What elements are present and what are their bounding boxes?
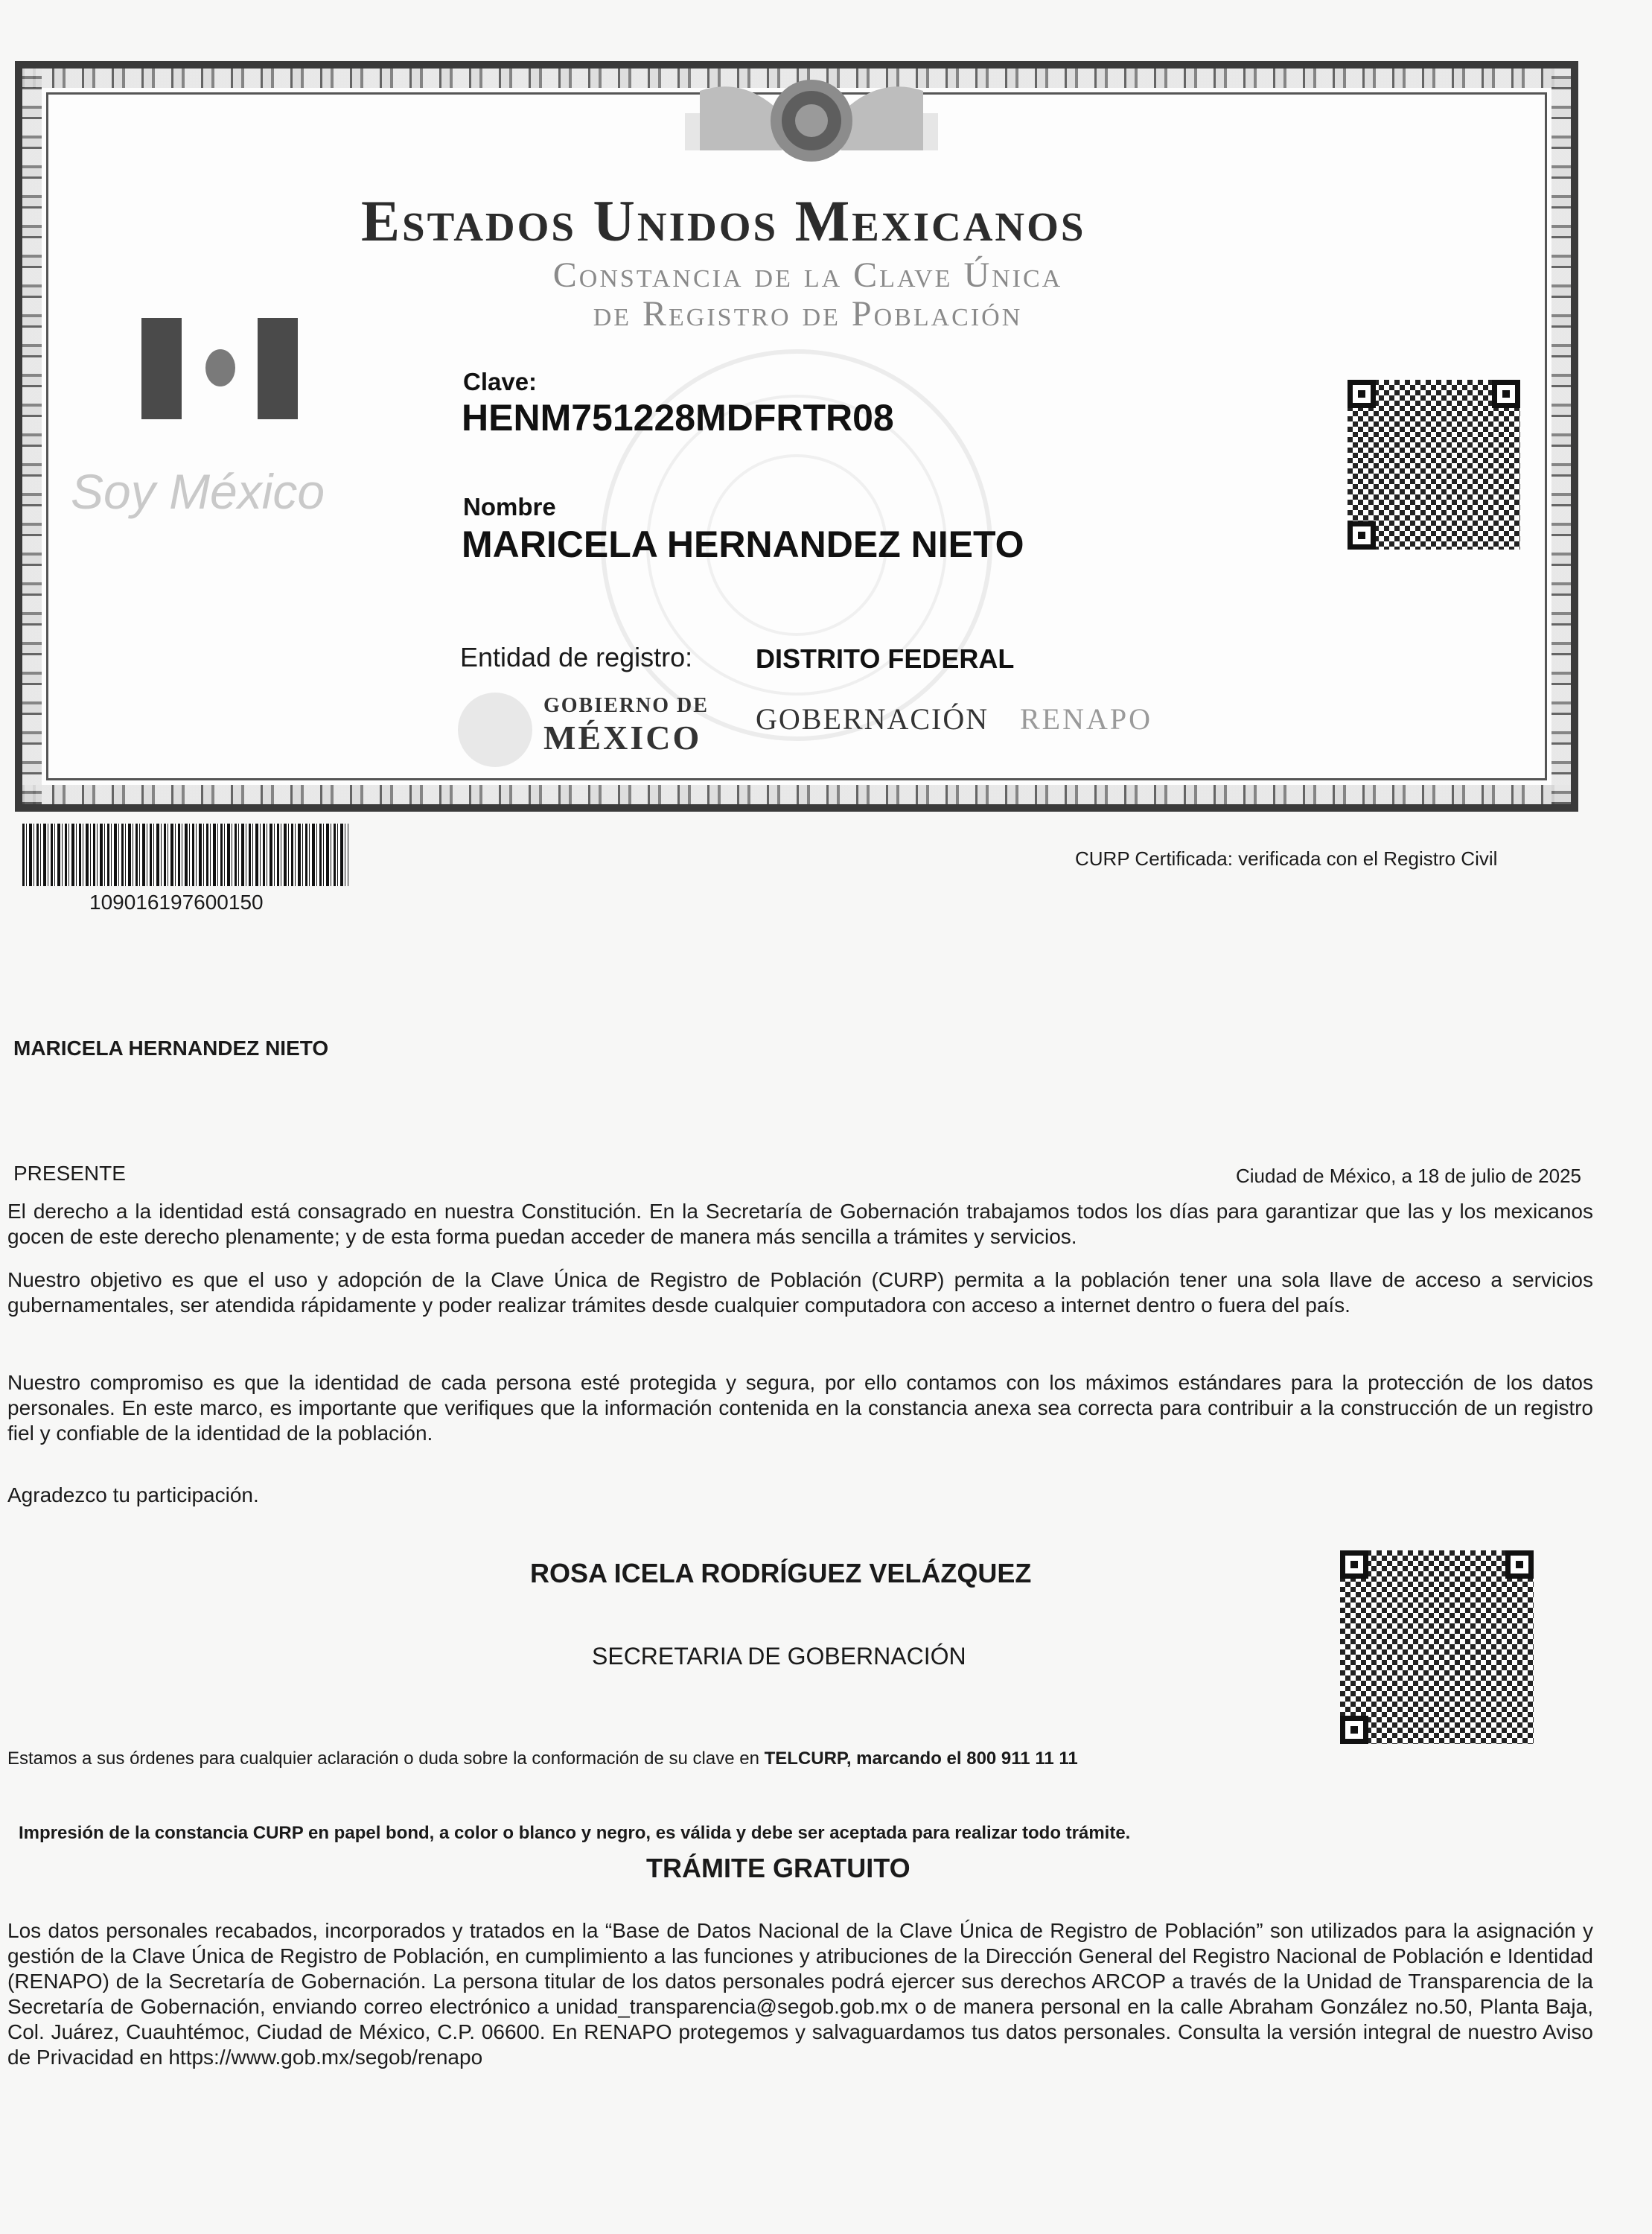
barcode [22, 824, 348, 886]
telcurp-text: Estamos a sus órdenes para cualquier aclaración o duda sobre la conformación de su clave en [7, 1748, 765, 1769]
logo-gobierno-line1: GOBIERNO DE [543, 694, 709, 717]
nombre-value: MARICELA HERNANDEZ NIETO [462, 524, 1024, 565]
gobierno-seal-icon [458, 693, 532, 767]
validity-note: Impresión de la constancia CURP en papel bond, a color o blanco y negro, es válida y debe ser aceptada para realizar todo trámite. [19, 1823, 1131, 1843]
letter-qr-code [1340, 1550, 1534, 1744]
document-title-line2: de Registro de Población [593, 294, 1023, 334]
nombre-label: Nombre [463, 493, 556, 521]
logo-renapo: RENAPO [1020, 702, 1153, 736]
document-title-line1: Constancia de la Clave Única [552, 255, 1063, 295]
privacy-notice: Los datos personales recabados, incorporados y tratados en la “Base de Datos Nacional de la Clave Única de Registro de Población” son utilizados para la asignación y gestión de la Clave Única de Registro de Población, en cumplimiento a las funciones y atribuciones de la Dirección General del Registro Nacional de Población e Identidad (RENAPO) de la Secretaría de Gobernación. La persona titular de los datos personales podrá ejercer sus derechos ARCOP a través de la Unidad de Transparencia de la Secretaría de Gobernación, enviando correo electrónico a unidad_transparencia@segob.gob.mx o de manera personal en la calle Abraham González no.50, Planta Baja, Col. Juárez, Cuauhtémoc, Ciudad de México, C.P. 06600. En RENAPO protegemos y salvaguardamos tus datos personales. Consulta la versión integral de nuestro Aviso de Privacidad en https://www.gob.mx/segob/renapo [7, 1919, 1593, 2069]
border-pattern-right [1551, 69, 1571, 804]
logo-gobierno-line2: MÉXICO [543, 719, 702, 757]
telcurp-line [7, 1748, 1078, 1769]
border-pattern-bottom [22, 785, 1571, 804]
mexico-flag [141, 318, 298, 419]
entidad-value: DISTRITO FEDERAL [756, 643, 1015, 674]
curp-value: HENM751228MDFRTR08 [462, 397, 894, 439]
paragraph-1: El derecho a la identidad está consagrado en nuestra Constitución. En la Secretaría de Gobernación trabajamos todos los días para garantizar que las y los mexicanos gocen de este derecho plenamente; y de esta forma puedan acceder de manera más sencilla a trámites y servicios. [7, 1200, 1593, 1248]
paragraph-2: Nuestro objetivo es que el uso y adopción de la Clave Única de Registro de Población (CURP) permita a la población tener una sola llave de acceso a servicios gubernamentales, ser atendida rápidamente y poder realizar trámites desde cualquier computadora con acceso a internet dentro o fuera del país. [7, 1268, 1593, 1317]
entidad-label: Entidad de registro: [460, 642, 693, 672]
barcode-number: 109016197600150 [89, 891, 264, 914]
presente-label: PRESENTE [13, 1162, 126, 1185]
free-notice: TRÁMITE GRATUITO [646, 1853, 910, 1883]
paragraph-4: Agradezco tu participación. [7, 1483, 259, 1506]
place-date: Ciudad de México, a 18 de julio de 2025 [1236, 1165, 1581, 1187]
card-qr-code [1348, 380, 1520, 550]
border-pattern-left [22, 69, 42, 804]
coat-of-arms-emblem-icon [655, 69, 968, 180]
signer-name: ROSA ICELA RODRÍGUEZ VELÁZQUEZ [530, 1558, 1032, 1588]
curp-certificate-card [15, 61, 1578, 812]
clave-label: Clave: [463, 368, 538, 395]
soy-mexico-brand: Soy México [71, 464, 325, 519]
country-title: Estados Unidos Mexicanos [361, 188, 1086, 253]
recipient-name: MARICELA HERNANDEZ NIETO [13, 1037, 329, 1060]
logo-gobernacion: GOBERNACIÓN [756, 702, 989, 736]
paragraph-3: Nuestro compromiso es que la identidad de cada persona esté protegida y segura, por ello contamos con los máximos estándares para la protección de los datos personales. En este marco, es importante que verifiques que la información contenida en la constancia anexa sea correcta para contribuir a la construcción de un registro fiel y confiable de la identidad de la población. [7, 1371, 1593, 1445]
signer-title: SECRETARIA DE GOBERNACIÓN [592, 1643, 966, 1670]
telcurp-phone: TELCURP, marcando el 800 911 11 11 [764, 1748, 1078, 1769]
certified-note: CURP Certificada: verificada con el Registro Civil [1075, 847, 1498, 870]
